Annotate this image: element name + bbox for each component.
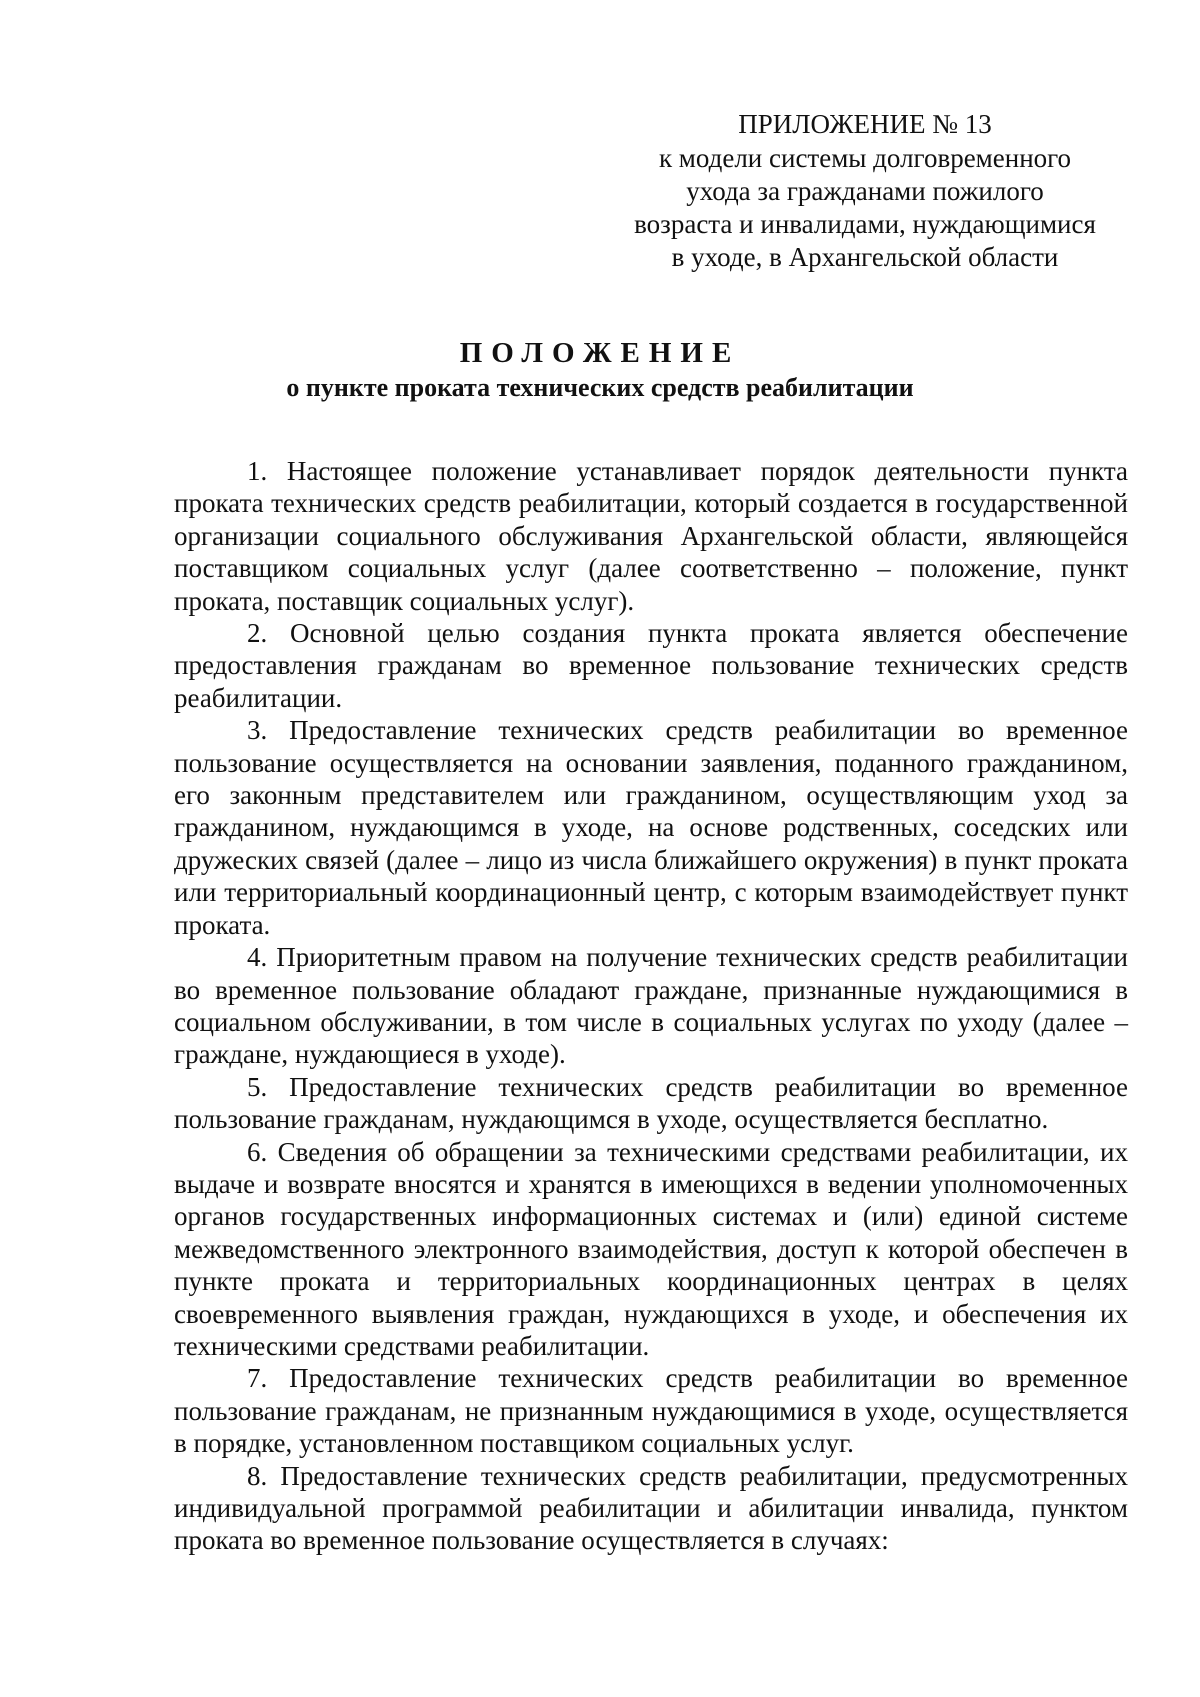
paragraph-3: 3. Предоставление технических средств реабилитации во временное пользование осуществляется на основании заявления, поданного гражданином, его законным представителем или гражданином, осуществляющим уход за гражданином, нуждающимся в уходе, на основе родственных, соседских или дружеских связей (далее – лицо из числа ближайшего окружения) в пункт проката или территориальный координационный центр, с которым взаимодействует пункт проката. <box>174 715 1128 940</box>
appendix-line: возраста и инвалидами, нуждающимися <box>634 209 1096 239</box>
appendix-title: ПРИЛОЖЕНИЕ № 13 <box>738 109 992 139</box>
paragraph-1: 1. Настоящее положение устанавливает порядок деятельности пункта проката технических средств реабилитации, который создается в государственной организации социального обслуживания Архангельской области, являющейся поставщиком социальных услуг (далее соответственно – положение, пункт проката, поставщик социальных услуг). <box>174 456 1128 616</box>
document-body <box>174 455 1128 1557</box>
document-title: ПОЛОЖЕНИЕ <box>459 337 741 369</box>
appendix-line: ухода за гражданами пожилого <box>686 176 1044 206</box>
document-subtitle: о пункте проката технических средств реабилитации <box>286 373 914 402</box>
appendix-line: к модели системы долговременного <box>658 143 1072 173</box>
paragraph-2: 2. Основной целью создания пункта проката является обеспечение предоставления гражданам во временное пользование технических средств реабилитации. <box>174 618 1128 713</box>
paragraph-6: 6. Сведения об обращении за техническими средствами реабилитации, их выдаче и возврате вносятся и хранятся в имеющихся в ведении уполномоченных органов государственных информационных системах и (или) единой системе межведомственного электронного взаимодействия, доступ к которой обеспечен в пункте проката и территориальных координационных центрах в целях своевременного выявления граждан, нуждающихся в уходе, и обеспечения их техническими средствами реабилитации. <box>174 1136 1128 1361</box>
paragraph-4: 4. Приоритетным правом на получение технических средств реабилитации во временное пользование обладают граждане, признанные нуждающимися в социальном обслуживании, в том числе в социальных услугах по уходу (далее – граждане, нуждающиеся в уходе). <box>174 942 1128 1070</box>
document-heading <box>0 335 1200 405</box>
paragraph-5: 5. Предоставление технических средств реабилитации во временное пользование гражданам, нуждающимся в уходе, осуществляется бесплатно. <box>174 1071 1128 1135</box>
appendix-block <box>620 108 1110 274</box>
paragraph-7: 7. Предоставление технических средств реабилитации во временное пользование гражданам, не признанным нуждающимися в уходе, осуществляется в порядке, установленном поставщиком социальных услуг. <box>174 1363 1128 1459</box>
paragraph-8: 8. Предоставление технических средств реабилитации, предусмотренных индивидуальной программой реабилитации и абилитации инвалида, пунктом проката во временное пользование осуществляется в случаях: <box>174 1460 1128 1556</box>
appendix-line: в уходе, в Архангельской области <box>671 242 1059 272</box>
